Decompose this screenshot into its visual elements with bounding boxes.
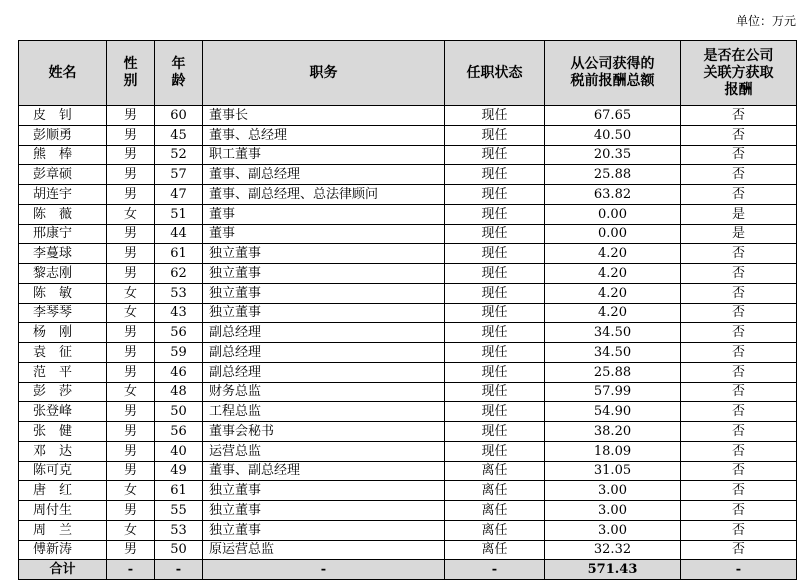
cell-related: 否 <box>681 106 797 126</box>
cell-duty: 董事、总经理 <box>203 125 445 145</box>
cell-related: 否 <box>681 382 797 402</box>
cell-duty: 董事会秘书 <box>203 422 445 442</box>
cell-name: 彭顺勇 <box>19 125 107 145</box>
cell-status: 现任 <box>445 402 545 422</box>
table-row <box>19 362 797 382</box>
cell-status: 离任 <box>445 461 545 481</box>
cell-age: 52 <box>155 145 203 165</box>
table-row <box>19 125 797 145</box>
total-age: - <box>155 560 203 580</box>
cell-name: 胡连宇 <box>19 185 107 205</box>
cell-status: 现任 <box>445 382 545 402</box>
table-row <box>19 343 797 363</box>
cell-pay: 18.09 <box>545 441 681 461</box>
cell-name: 陈可克 <box>19 461 107 481</box>
cell-duty: 董事、副总经理 <box>203 461 445 481</box>
cell-gender: 男 <box>107 145 155 165</box>
cell-duty: 独立董事 <box>203 520 445 540</box>
cell-gender: 男 <box>107 323 155 343</box>
cell-pay: 4.20 <box>545 303 681 323</box>
cell-age: 62 <box>155 264 203 284</box>
cell-age: 48 <box>155 382 203 402</box>
cell-related: 否 <box>681 185 797 205</box>
cell-related: 否 <box>681 520 797 540</box>
cell-name: 黎志刚 <box>19 264 107 284</box>
cell-duty: 独立董事 <box>203 303 445 323</box>
cell-duty: 财务总监 <box>203 382 445 402</box>
unit-label: 单位：万元 <box>735 14 796 28</box>
cell-name: 皮 钊 <box>19 106 107 126</box>
cell-pay: 34.50 <box>545 323 681 343</box>
cell-status: 现任 <box>445 244 545 264</box>
cell-age: 45 <box>155 125 203 145</box>
table-row <box>19 382 797 402</box>
cell-age: 47 <box>155 185 203 205</box>
cell-pay: 3.00 <box>545 520 681 540</box>
table-row <box>19 501 797 521</box>
cell-status: 现任 <box>445 362 545 382</box>
cell-gender: 男 <box>107 125 155 145</box>
cell-related: 是 <box>681 224 797 244</box>
header-status: 任职状态 <box>445 41 545 106</box>
total-related: - <box>681 560 797 580</box>
cell-duty: 董事 <box>203 224 445 244</box>
cell-pay: 34.50 <box>545 343 681 363</box>
table-row <box>19 204 797 224</box>
cell-name: 熊 棒 <box>19 145 107 165</box>
cell-gender: 男 <box>107 244 155 264</box>
cell-related: 否 <box>681 165 797 185</box>
cell-name: 袁 征 <box>19 343 107 363</box>
cell-duty: 副总经理 <box>203 362 445 382</box>
cell-name: 周 兰 <box>19 520 107 540</box>
cell-status: 现任 <box>445 441 545 461</box>
table-row <box>19 165 797 185</box>
total-duty: - <box>203 560 445 580</box>
cell-pay: 4.20 <box>545 244 681 264</box>
cell-gender: 女 <box>107 481 155 501</box>
cell-name: 彭 莎 <box>19 382 107 402</box>
table-row <box>19 540 797 560</box>
total-gender: - <box>107 560 155 580</box>
table-row <box>19 303 797 323</box>
cell-name: 邓 达 <box>19 441 107 461</box>
cell-gender: 男 <box>107 343 155 363</box>
cell-age: 55 <box>155 501 203 521</box>
table-row <box>19 520 797 540</box>
cell-gender: 男 <box>107 501 155 521</box>
cell-name: 陈 敏 <box>19 283 107 303</box>
cell-gender: 女 <box>107 382 155 402</box>
total-row <box>19 560 797 580</box>
cell-duty: 副总经理 <box>203 343 445 363</box>
table-row <box>19 481 797 501</box>
cell-duty: 副总经理 <box>203 323 445 343</box>
cell-pay: 63.82 <box>545 185 681 205</box>
cell-age: 61 <box>155 481 203 501</box>
cell-pay: 4.20 <box>545 264 681 284</box>
cell-related: 否 <box>681 441 797 461</box>
cell-age: 50 <box>155 540 203 560</box>
cell-status: 现任 <box>445 224 545 244</box>
cell-gender: 男 <box>107 422 155 442</box>
table-row <box>19 323 797 343</box>
header-duty: 职务 <box>203 41 445 106</box>
table-header-row <box>19 41 797 106</box>
cell-status: 离任 <box>445 501 545 521</box>
table-row <box>19 441 797 461</box>
cell-pay: 25.88 <box>545 165 681 185</box>
cell-age: 61 <box>155 244 203 264</box>
cell-status: 现任 <box>445 125 545 145</box>
cell-age: 49 <box>155 461 203 481</box>
cell-status: 现任 <box>445 343 545 363</box>
compensation-table <box>18 40 797 580</box>
header-related: 是否在公司 关联方获取 报酬 <box>681 41 797 106</box>
table-row <box>19 402 797 422</box>
table-row <box>19 244 797 264</box>
cell-duty: 工程总监 <box>203 402 445 422</box>
cell-name: 邢康宁 <box>19 224 107 244</box>
cell-gender: 男 <box>107 264 155 284</box>
cell-duty: 独立董事 <box>203 283 445 303</box>
cell-status: 现任 <box>445 204 545 224</box>
cell-related: 否 <box>681 402 797 422</box>
cell-gender: 男 <box>107 185 155 205</box>
header-gender: 性 别 <box>107 41 155 106</box>
cell-age: 56 <box>155 422 203 442</box>
cell-gender: 男 <box>107 224 155 244</box>
cell-gender: 女 <box>107 303 155 323</box>
cell-duty: 运营总监 <box>203 441 445 461</box>
cell-gender: 女 <box>107 283 155 303</box>
cell-duty: 董事、副总经理、总法律顾问 <box>203 185 445 205</box>
cell-name: 李蔓球 <box>19 244 107 264</box>
cell-status: 现任 <box>445 283 545 303</box>
cell-age: 53 <box>155 520 203 540</box>
cell-age: 43 <box>155 303 203 323</box>
cell-duty: 独立董事 <box>203 501 445 521</box>
cell-related: 否 <box>681 264 797 284</box>
cell-gender: 男 <box>107 540 155 560</box>
cell-pay: 32.32 <box>545 540 681 560</box>
header-name: 姓名 <box>19 41 107 106</box>
cell-age: 60 <box>155 106 203 126</box>
cell-pay: 57.99 <box>545 382 681 402</box>
cell-duty: 独立董事 <box>203 481 445 501</box>
cell-pay: 67.65 <box>545 106 681 126</box>
cell-status: 现任 <box>445 303 545 323</box>
cell-related: 否 <box>681 125 797 145</box>
cell-pay: 31.05 <box>545 461 681 481</box>
cell-related: 否 <box>681 244 797 264</box>
cell-age: 59 <box>155 343 203 363</box>
cell-status: 离任 <box>445 520 545 540</box>
cell-name: 陈 薇 <box>19 204 107 224</box>
total-label: 合计 <box>19 560 107 580</box>
cell-status: 现任 <box>445 422 545 442</box>
cell-status: 离任 <box>445 540 545 560</box>
total-status: - <box>445 560 545 580</box>
cell-status: 现任 <box>445 264 545 284</box>
cell-pay: 20.35 <box>545 145 681 165</box>
table-row <box>19 422 797 442</box>
cell-related: 否 <box>681 481 797 501</box>
cell-pay: 0.00 <box>545 204 681 224</box>
cell-pay: 0.00 <box>545 224 681 244</box>
cell-related: 否 <box>681 461 797 481</box>
cell-gender: 男 <box>107 362 155 382</box>
header-age: 年 龄 <box>155 41 203 106</box>
cell-status: 现任 <box>445 106 545 126</box>
cell-related: 否 <box>681 283 797 303</box>
table-row <box>19 224 797 244</box>
cell-status: 现任 <box>445 165 545 185</box>
table-row <box>19 264 797 284</box>
table-row <box>19 145 797 165</box>
cell-gender: 男 <box>107 402 155 422</box>
cell-related: 否 <box>681 362 797 382</box>
cell-pay: 40.50 <box>545 125 681 145</box>
cell-related: 否 <box>681 422 797 442</box>
cell-related: 否 <box>681 323 797 343</box>
cell-pay: 3.00 <box>545 501 681 521</box>
cell-name: 彭章硕 <box>19 165 107 185</box>
cell-name: 张登峰 <box>19 402 107 422</box>
cell-name: 杨 刚 <box>19 323 107 343</box>
cell-pay: 38.20 <box>545 422 681 442</box>
cell-name: 周付生 <box>19 501 107 521</box>
cell-status: 现任 <box>445 323 545 343</box>
cell-duty: 董事长 <box>203 106 445 126</box>
cell-name: 李琴琴 <box>19 303 107 323</box>
header-pay: 从公司获得的 税前报酬总额 <box>545 41 681 106</box>
cell-gender: 男 <box>107 441 155 461</box>
cell-age: 51 <box>155 204 203 224</box>
cell-gender: 男 <box>107 165 155 185</box>
table-row <box>19 185 797 205</box>
cell-status: 现任 <box>445 185 545 205</box>
cell-related: 否 <box>681 540 797 560</box>
cell-related: 否 <box>681 501 797 521</box>
cell-status: 现任 <box>445 145 545 165</box>
table-row <box>19 106 797 126</box>
table-row <box>19 461 797 481</box>
table-row <box>19 283 797 303</box>
cell-age: 44 <box>155 224 203 244</box>
cell-gender: 女 <box>107 204 155 224</box>
cell-related: 否 <box>681 145 797 165</box>
cell-duty: 董事、副总经理 <box>203 165 445 185</box>
cell-age: 56 <box>155 323 203 343</box>
cell-name: 范 平 <box>19 362 107 382</box>
cell-name: 唐 红 <box>19 481 107 501</box>
cell-gender: 女 <box>107 520 155 540</box>
cell-related: 否 <box>681 343 797 363</box>
cell-age: 46 <box>155 362 203 382</box>
cell-duty: 独立董事 <box>203 244 445 264</box>
cell-duty: 原运营总监 <box>203 540 445 560</box>
cell-duty: 职工董事 <box>203 145 445 165</box>
cell-age: 50 <box>155 402 203 422</box>
cell-pay: 4.20 <box>545 283 681 303</box>
cell-gender: 男 <box>107 461 155 481</box>
cell-duty: 独立董事 <box>203 264 445 284</box>
cell-name: 张 健 <box>19 422 107 442</box>
cell-age: 40 <box>155 441 203 461</box>
cell-pay: 54.90 <box>545 402 681 422</box>
cell-pay: 25.88 <box>545 362 681 382</box>
cell-related: 否 <box>681 303 797 323</box>
cell-gender: 男 <box>107 106 155 126</box>
cell-duty: 董事 <box>203 204 445 224</box>
cell-age: 57 <box>155 165 203 185</box>
cell-name: 傅新涛 <box>19 540 107 560</box>
total-pay: 571.43 <box>545 560 681 580</box>
cell-age: 53 <box>155 283 203 303</box>
cell-pay: 3.00 <box>545 481 681 501</box>
cell-related: 是 <box>681 204 797 224</box>
cell-status: 离任 <box>445 481 545 501</box>
